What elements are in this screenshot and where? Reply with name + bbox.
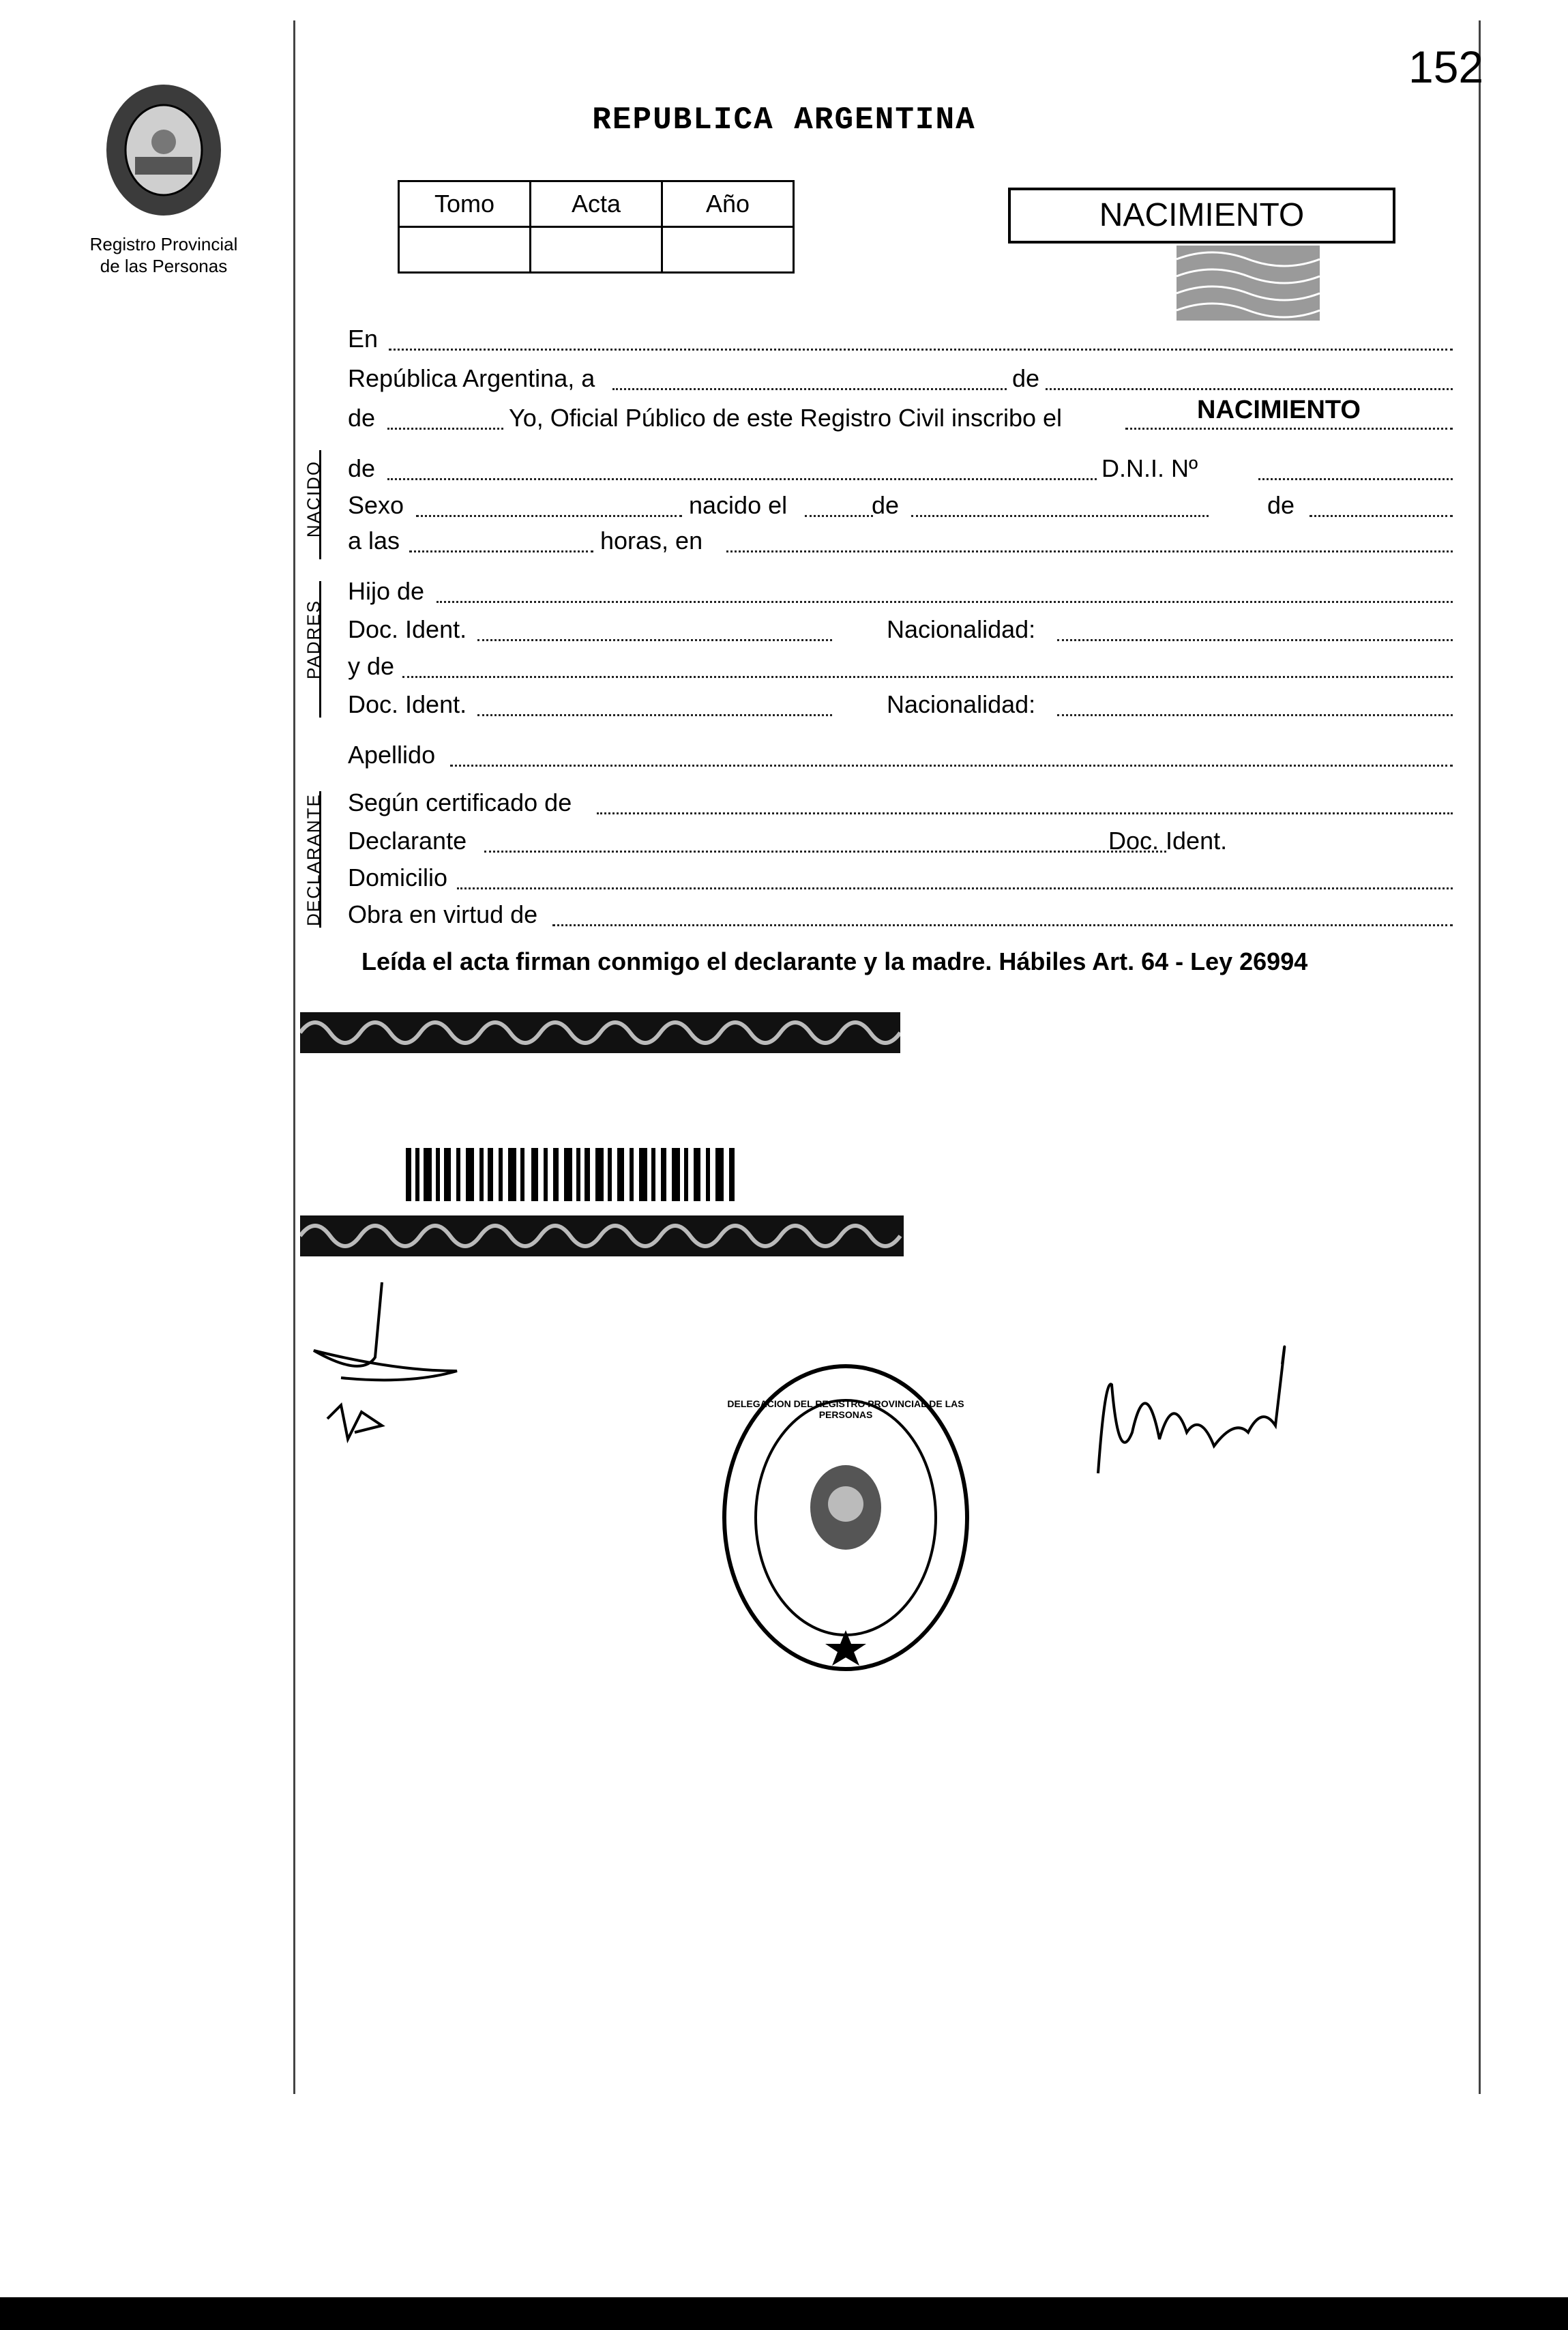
row-domicilio [348,859,1453,896]
fill-nacido-anio [1310,515,1453,517]
dni-barcode [406,1148,740,1201]
label-en: En [348,325,379,353]
value-inscripcion-acto: NACIMIENTO [1197,396,1361,424]
label-domicilio: Domicilio [348,864,448,891]
table-cell-tomo [399,227,531,273]
row-nacido-sexo [348,487,1453,524]
label-nacido-de2: de [1267,491,1295,519]
label-nacido-el: nacido el [689,491,788,519]
label-nacido-de1: de [872,491,900,519]
fill-nacido-dia [805,515,873,517]
official-signature-mark [1084,1296,1323,1501]
fill-padre-doc [477,639,832,641]
row-declarante [348,823,1453,859]
label-madre-nacionalidad: Nacionalidad: [887,690,1036,718]
row-nacido-hora [348,522,1453,559]
table-header-acta: Acta [531,181,662,227]
label-fecha-de: de [1008,360,1044,397]
label-y-de: y de [348,652,395,680]
row-padre [348,573,1453,610]
row-nacido-nombre [348,450,1453,487]
fill-en [389,349,1453,351]
footer-id-bar [0,2297,1568,2330]
fill-nacido-nombre [387,478,1097,480]
right-margin-line [1479,20,1481,2094]
guilloche-band-bottom [300,1215,904,1256]
row-inscripcion [348,396,1453,437]
left-margin-line [293,20,295,2094]
registry-stamp [716,1357,975,1678]
label-madre-doc: Doc. Ident. [348,690,467,718]
guilloche-band-top [300,1012,900,1053]
row-obra [348,896,1453,933]
fill-madre-nacionalidad [1057,714,1453,716]
table-header-tomo: Tomo [399,181,531,227]
fill-domicilio [457,887,1453,889]
fill-apellido [450,765,1453,767]
label-fecha-acta: República Argentina, a [348,364,595,392]
declarant-signature-mark [300,1275,471,1453]
registry-label [68,233,259,277]
fill-inscripcion-year [387,428,503,430]
label-sexo: Sexo [348,491,404,519]
label-padre-doc: Doc. Ident. [348,615,467,643]
fill-nacido-mes [911,515,1209,517]
label-horas-en: horas, en [600,527,703,555]
label-certificado: Según certificado de [348,788,572,816]
act-type-box: NACIMIENTO [1008,188,1395,244]
row-certificado [348,784,1453,821]
closing-statement: Leída el acta firman conmigo el declarante y la madre. Hábiles Art. 64 - Ley 26994 [361,947,1308,975]
table-cell-anio [662,227,794,273]
table-header-anio: Año [662,181,794,227]
row-madre [348,648,1453,685]
fill-madre-doc [477,714,832,716]
security-guilloche [1177,246,1320,321]
fill-lugar [726,550,1453,552]
section-label-padres: PADRES [303,600,324,679]
table-cell-acta [531,227,662,273]
section-label-nacido: NACIDO [303,460,324,538]
label-hijo-de: Hijo de [348,577,425,605]
fill-nacido-dni [1258,478,1453,480]
fill-obra [552,924,1453,926]
row-padre-doc [348,611,1453,648]
fill-padre [437,601,1453,603]
label-apellido: Apellido [348,741,436,769]
fill-certificado [597,812,1453,814]
label-nacido-dni: D.N.I. Nº [1101,454,1198,482]
row-apellido [348,737,1453,773]
fill-hora [409,550,593,552]
label-padre-nacionalidad: Nacionalidad: [887,615,1036,643]
row-madre-doc [348,686,1453,723]
fill-declarante [484,851,1166,853]
section-label-declarante: DECLARANTE [303,793,324,926]
page-number: 152 [1408,42,1484,92]
label-inscripcion-texto: Yo, Oficial Público de este Registro Civil inscribo el [509,404,1063,432]
label-nacido-de: de [348,454,376,482]
label-obra: Obra en virtud de [348,900,538,928]
fill-padre-nacionalidad [1057,639,1453,641]
label-hora: a las [348,527,400,555]
label-declarante: Declarante [348,827,467,855]
fill-sexo [416,515,682,517]
document-title: REPUBLICA ARGENTINA [592,102,976,138]
fill-madre [402,676,1453,678]
stamp-outer-text: DELEGACION DEL REGISTRO PROVINCIAL DE LAS PERSONAS [727,1398,964,1420]
label-inscripcion-de: de [348,404,376,432]
registry-label-line2: de las Personas [100,256,228,276]
row-en [348,321,1453,357]
registry-table [398,180,795,274]
label-declarante-doc: Doc. Ident. [1108,827,1228,855]
registry-label-line1: Registro Provincial [89,234,238,254]
